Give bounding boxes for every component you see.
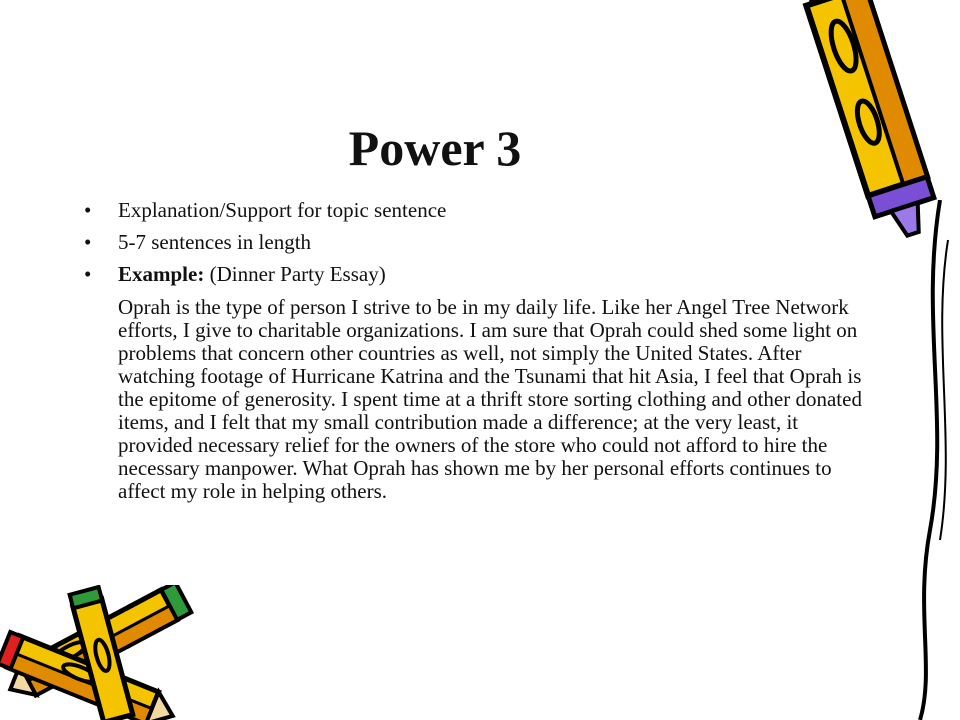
bullet-list: [78, 194, 878, 290]
example-paragraph: Oprah is the type of person I strive to be in my daily life. Like her Angel Tree Network efforts, I give to charitable organizations. I am sure that Oprah could shed some light on problems that concern other countries as well, not simply the United States. After watching footage of Hurricane Katrina and the Tsunami that hit Asia, I feel that Oprah is the epitome of generosity. I spent time at a thrift store sorting clothing and other donated items, and I felt that my small contribution made a difference; at the very least, it provided necessary relief for the owners of the store who could not afford to hire the necessary manpower. What Oprah has shown me by her personal efforts continues to affect my role in helping others.: [118, 295, 862, 503]
bullet-item: [78, 194, 878, 226]
bullet-icon: •: [84, 230, 92, 254]
slide-title: Power 3: [348, 120, 522, 176]
bullet-text: Explanation/Support for topic sentence: [118, 198, 447, 222]
bullet-item: [78, 226, 878, 258]
bullet-text: (Dinner Party Essay): [204, 262, 386, 286]
bullet-item: [78, 258, 878, 290]
bullet-icon: •: [84, 262, 92, 286]
pencils-clipart-bottom-left: [0, 585, 200, 720]
bullet-icon: •: [84, 198, 92, 222]
page-edge-decoration: [900, 200, 960, 720]
bullet-text: 5-7 sentences in length: [118, 230, 312, 254]
bullet-label: Example:: [118, 262, 205, 286]
